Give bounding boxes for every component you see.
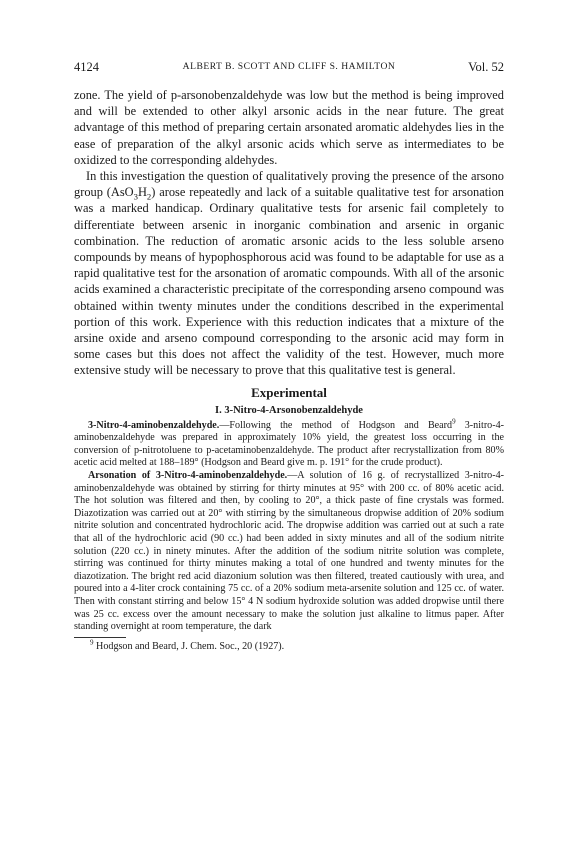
experimental-text [74,417,505,634]
footnote-divider [74,637,126,638]
procedure-paragraph-1: 3-Nitro-4-aminobenzaldehyde.—Following the method of Hodgson and Beard$^9$ 3-nitro-4-aminobenzaldehyde was prepared in approximately 10% yield, the greatest loss occurring in the conversion of p-nitrotoluene to p-acetaminobenzaldehyde. The product after recrystallization from 80% acetic acid melted at 188–189° (Hodgson and Beard give m. p. 191° for the crude product). [74,417,505,469]
paragraph-2: In this investigation the question of qualitatively proving the presence of the arsono group $(AsO_3H_2)$ arose repeatedly and lack of a suitable qualitative test for arsonation was a marked handicap. Ordinary qualitative tests for arsenic fail completely to differentiate between arsenic in inorganic combination and arsenic in organic combination. The reduction of aromatic arsonic acids to the less soluble arseno compounds by means of hypophosphorous acid was found to be adaptable for use as a rapid qualitative test for the arsonation of aromatic compounds. With all of the arsonic acids examined a characteristic precipitate of the corresponding arseno compound was obtained within twenty minutes under the conditions described in the experimental portion of this work. Experience with this reduction indicates that a mixture of the arsine oxide and arseno compound corresponding to the arsonic acid may form in some cases but this does not affect the validity of the test. However, much more extensive study will be necessary to prove that this qualitative test is general. [74,169,504,378]
section-heading: I. 3-Nitro-4-Arsonobenzaldehyde [215,404,363,416]
footnote: $^9$ Hodgson and Beard, J. Chem. Soc., 20 (1927). [90,638,285,652]
running-title-authors: ALBERT B. SCOTT AND CLIFF S. HAMILTON [182,61,396,72]
body-text [74,87,504,379]
experimental-heading: Experimental [251,384,327,400]
procedure-paragraph-2: Arsonation of 3-Nitro-4-aminobenzaldehyde.—A solution of 16 g. of recrystallized 3-nitro-4-aminobenzaldehyde was obtained by stirring for thirty minutes at 95° with 200 cc. of 80% acetic acid. The hot solution was filtered and then, by cooling to 20°, a thick paste of fine crystals was formed. Diazotization was carried out at 20° with stirring by the simultaneous dropwise addition of 20% sodium nitrite solution and concentrated hydrochloric acid. The dropwise addition was carried out at such a rate that all of the hydrochloric acid (90 cc.) had been added in sixty minutes and all of the sodium nitrite solution (220 cc.) in ninety minutes. After the addition of the sodium nitrite solution was complete, stirring was continued for thirty minutes making a total of one hundred and twenty minutes for the diazotization. The bright red acid diazonium solution was then filtered, treated cautiously with urea, and poured into a 4-liter crock containing 75 cc. of a 20% sodium meta-arsenite solution and 125 cc. of water. Then with constant stirring and below 15° 4 N sodium hydroxide solution was added dropwise until there was 25 cc. excess over the amount necessary to make the solution just alkaline to litmus paper. After standing overnight at room temperature, the dark [74,470,504,633]
journal-page [74,60,504,653]
procedure-title-2: Arsonation of 3-Nitro-4-aminobenzaldehyde. [88,470,288,482]
page-number: 4124 [74,60,99,74]
paragraph-1: zone. The yield of p-arsonobenzaldehyde was low but the method is being improved and will be extended to other alkyl arsonic acids in the near future. The great advantage of this method of preparing certain arsonated aromatic aldehydes lies in the ease of preparation of the alkyl arsonic acids which serve as intermediates to be oxidized to the corresponding aldehydes. [74,88,504,167]
volume-number: Vol. 52 [468,60,504,74]
footnote-reference: 9 [452,417,456,426]
procedure-title-1: 3-Nitro-4-aminobenzaldehyde. [88,419,220,431]
running-header [74,60,504,80]
